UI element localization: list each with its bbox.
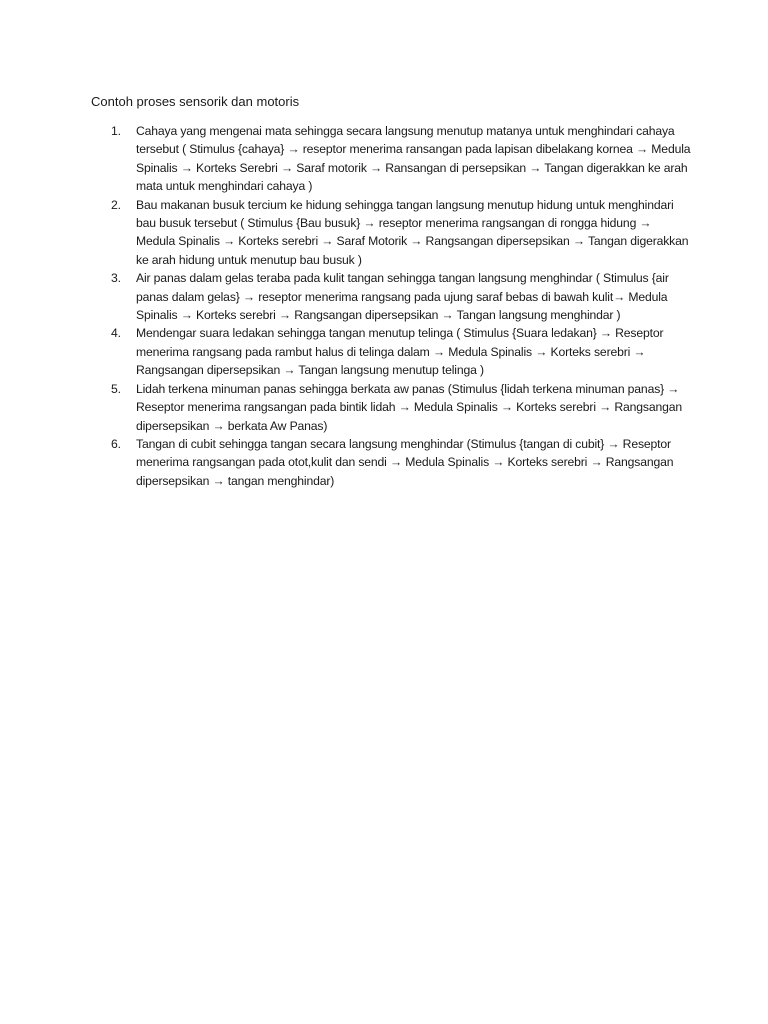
list-item-number: 5. bbox=[111, 381, 121, 396]
list-item-text: Bau makanan busuk tercium ke hidung sehingga tangan langsung menutup hidung untuk menghindari bau busuk tersebut ( Stimulus {Bau busuk} → reseptor menerima rangsangan di rongga hidung → Medula Spinalis → Korteks serebri → Saraf Motorik → Rangsangan dipersepsikan → Tangan digerakkan ke arah hidung untuk menutup bau busuk ) bbox=[136, 197, 689, 267]
list-item-number: 3. bbox=[111, 271, 121, 286]
list-item bbox=[91, 269, 691, 324]
list-item bbox=[91, 324, 691, 379]
list-item-text: Tangan di cubit sehingga tangan secara langsung menghindar (Stimulus {tangan di cubit} → Reseptor menerima rangsangan pada otot,kulit dan sendi → Medula Spinalis → Korteks serebri → Rangsangan dipersepsikan → tangan menghindar) bbox=[136, 436, 674, 488]
list-item bbox=[91, 196, 691, 270]
list-item-text: Air panas dalam gelas teraba pada kulit tangan sehingga tangan langsung menghindar ( Stimulus {air panas dalam gelas} → reseptor menerima rangsang pada ujung saraf bebas di bawah kulit→ Medula Spinalis → Korteks serebri → Rangsangan dipersepsikan → Tangan langsung menghindar ) bbox=[136, 271, 669, 323]
list-item-text: Mendengar suara ledakan sehingga tangan menutup telinga ( Stimulus {Suara ledakan} → Reseptor menerima rangsang pada rambut halus di telinga dalam → Medula Spinalis → Korteks serebri → Rangsangan dipersepsikan → Tangan langsung menutup telinga ) bbox=[136, 326, 664, 378]
list-item-text: Lidah terkena minuman panas sehingga berkata aw panas (Stimulus {lidah terkena minuman panas} → Reseptor menerima rangsangan pada bintik lidah → Medula Spinalis → Korteks serebri → Rangsangan dipersepsikan → berkata Aw Panas) bbox=[136, 381, 683, 433]
list-item bbox=[91, 122, 691, 196]
list-item-number: 6. bbox=[111, 436, 121, 451]
list-item bbox=[91, 380, 691, 435]
list-item-number: 2. bbox=[111, 197, 121, 212]
list-item-text: Cahaya yang mengenai mata sehingga secara langsung menutup matanya untuk menghindari cahaya tersebut ( Stimulus {cahaya} → reseptor menerima ransangan pada lapisan dibelakang kornea → Medula Spinalis → Korteks Serebri → Saraf motorik → Ransangan di persepsikan → Tangan digerakkan ke arah mata untuk menghindari cahaya ) bbox=[136, 124, 691, 194]
document-title: Contoh proses sensorik dan motoris bbox=[91, 94, 300, 109]
numbered-list bbox=[91, 122, 691, 490]
list-item-number: 1. bbox=[111, 124, 121, 138]
list-item bbox=[91, 435, 691, 490]
list-item-number: 4. bbox=[111, 326, 121, 341]
